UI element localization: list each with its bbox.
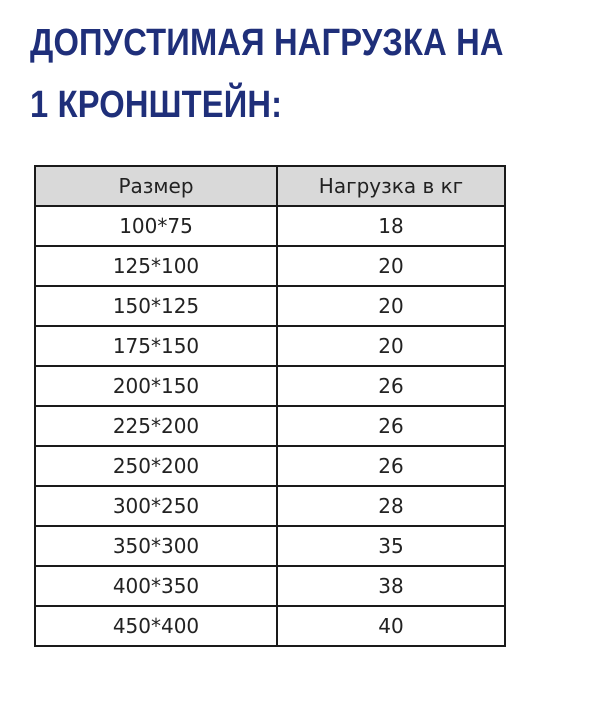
- cell-size: 250*200: [35, 446, 277, 486]
- cell-load: 26: [277, 366, 505, 406]
- table-row: [35, 526, 505, 566]
- cell-load: 20: [277, 326, 505, 366]
- cell-size: 200*150: [35, 366, 277, 406]
- table-row: [35, 286, 505, 326]
- cell-size: 100*75: [35, 206, 277, 246]
- load-table: [34, 165, 506, 647]
- cell-size: 350*300: [35, 526, 277, 566]
- cell-size: 225*200: [35, 406, 277, 446]
- table-row: [35, 246, 505, 286]
- table-row: [35, 446, 505, 486]
- cell-load: 35: [277, 526, 505, 566]
- table-row: [35, 366, 505, 406]
- cell-size: 400*350: [35, 566, 277, 606]
- table-row: [35, 566, 505, 606]
- cell-load: 20: [277, 246, 505, 286]
- cell-load: 40: [277, 606, 505, 646]
- title-line-2: 1 КРОНШТЕЙН:: [30, 84, 283, 126]
- table-row: [35, 486, 505, 526]
- cell-load: 28: [277, 486, 505, 526]
- table-row: [35, 406, 505, 446]
- cell-load: 38: [277, 566, 505, 606]
- header-size: Размер: [35, 166, 277, 206]
- cell-load: 26: [277, 446, 505, 486]
- cell-size: 450*400: [35, 606, 277, 646]
- title-line-1: ДОПУСТИМАЯ НАГРУЗКА НА: [30, 22, 504, 64]
- cell-load: 26: [277, 406, 505, 446]
- table-header-row: [35, 166, 505, 206]
- cell-size: 175*150: [35, 326, 277, 366]
- header-load: Нагрузка в кг: [277, 166, 505, 206]
- cell-load: 18: [277, 206, 505, 246]
- table-row: [35, 326, 505, 366]
- page-title: [30, 12, 504, 136]
- table-row: [35, 606, 505, 646]
- cell-size: 150*125: [35, 286, 277, 326]
- table-row: [35, 206, 505, 246]
- cell-size: 300*250: [35, 486, 277, 526]
- cell-load: 20: [277, 286, 505, 326]
- cell-size: 125*100: [35, 246, 277, 286]
